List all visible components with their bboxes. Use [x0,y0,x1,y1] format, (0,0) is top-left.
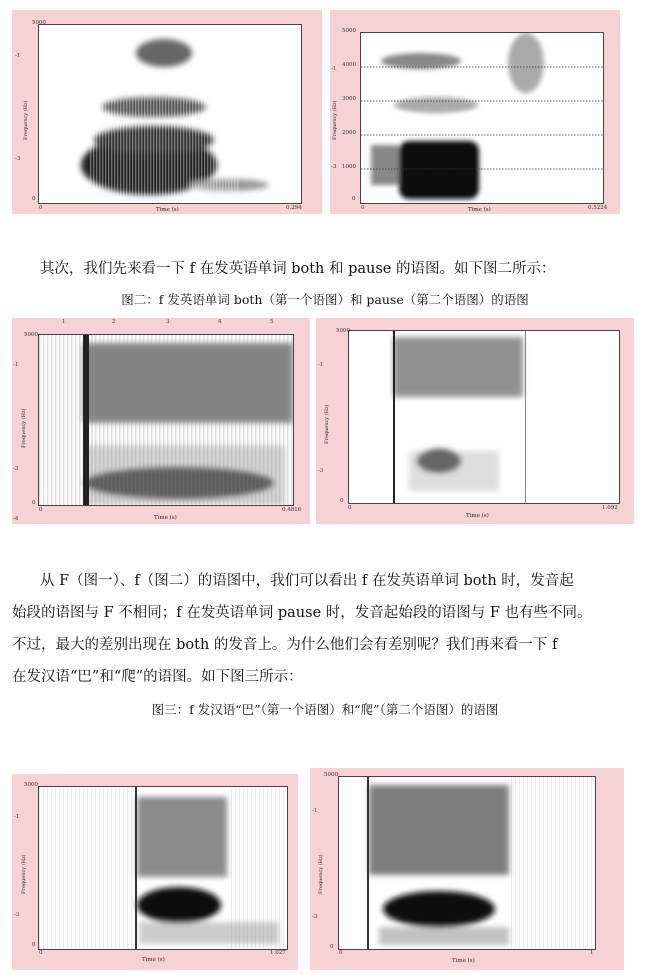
y-max-label: 5000 [336,328,350,334]
y-max-label: 5000 [32,20,46,26]
y-max-label: 5000 [324,772,338,778]
y-tick-2000: 2000 [342,130,356,136]
spectrogram-plot [360,32,604,204]
y-tick-minus4: -4 [13,516,19,522]
y-tick-minus1: -1 [15,53,21,59]
x-max-label: 1 [590,950,594,956]
x-max-label: 0.294 [286,205,302,211]
ruler-3: 3 [166,319,170,325]
y-tick-minus3: -3 [13,466,19,472]
x-axis-label: Time (s) [154,515,177,521]
spectrogram-image [361,33,603,203]
y-tick-minus1: -1 [13,362,19,368]
spectrogram-plot [38,334,294,506]
figure-3-caption: 图三：f 发汉语“巴”（第一个语图）和“爬”（第二个语图）的语图 [151,702,499,717]
paragraph-2-line1: 从 F（图一）、f（图二）的语图中，我们可以看出 f 在发英语单词 both 时，发音起 [40,573,574,589]
spectrogram-image [349,331,619,503]
y-axis-label: Frequency (Hz) [332,100,338,140]
y-tick-0: 0 [352,196,356,202]
x-axis-label: Time (s) [452,958,475,964]
x-axis-label: Time (s) [466,513,489,519]
spectrogram-plot [38,786,288,950]
ruler-5: 5 [270,319,274,325]
paragraph-2-line2: 始段的语图与 F 不相同；f 在发英语单词 pause 时，发音起始段的语图与 F 也有些不同。 [12,605,592,621]
y-tick-minus3: -3 [318,468,324,474]
spectrogram-plot [38,24,302,204]
ruler-1: 1 [62,319,66,325]
x-axis-label: Time (s) [142,957,165,963]
y-min-label: 0 [32,500,36,506]
x-max-label: 0.4816 [282,507,302,513]
paragraph-1: 其次，我们先来看一下 f 在发英语单词 both 和 pause 的语图。如下图二所示： [40,261,556,277]
y-tick-minus1: -1 [312,808,318,814]
y-tick-minus3: -3 [312,914,318,920]
spectrogram-image [39,25,301,203]
x-max-label: 1.092 [602,505,618,511]
x-axis-label: Time (s) [156,207,179,213]
figure-1a [12,10,322,214]
spectrogram-image [39,335,293,505]
y-axis-label: Frequency (Hz) [318,854,324,894]
x-min-label: 0 [39,507,43,513]
x-axis-label: Time (s) [468,207,491,213]
figure-2a [12,318,310,524]
y-axis-label: Frequency (Hz) [21,408,27,448]
y-tick-minus3: -3 [14,912,20,918]
y-tick-1000: 1000 [342,164,356,170]
spectrogram-image [39,787,287,949]
y-tick-minus1: -1 [14,814,20,820]
figure-1b [330,10,620,214]
paragraph-2-line3: 不过，最大的差别出现在 both 的发音上。为什么他们会有差别呢？我们再来看一下 f [12,637,558,653]
y-tick-minus3: -3 [331,164,337,170]
figure-2-caption: 图二：f 发英语单词 both（第一个语图）和 pause（第二个语图）的语图 [121,292,529,307]
y-tick-4000: 4000 [342,62,356,68]
y-tick-5000: 5000 [342,28,356,34]
ruler-2: 2 [112,319,116,325]
y-min-label: 0 [340,498,344,504]
figure-3a [12,774,298,970]
y-axis-label: Frequency (Hz) [23,100,29,140]
figure-3b [310,768,624,970]
y-tick-minus3: -3 [15,156,21,162]
y-tick-minus1: -1 [318,362,324,368]
spectrogram-plot [348,330,620,504]
y-tick-minus1: -1 [331,66,337,72]
x-min-label: 0 [39,205,43,211]
spectrogram-plot [338,776,596,950]
x-max-label: 0.5224 [588,205,608,211]
paragraph-2-line4: 在发汉语“巴”和“爬”的语图。如下图三所示： [12,669,303,685]
ruler-4: 4 [218,319,222,325]
spectrogram-image [339,777,595,949]
y-min-label: 0 [330,944,334,950]
x-min-label: 0 [348,505,352,511]
y-axis-label: Frequency (Hz) [324,404,330,444]
x-max-label: 1.027 [270,950,286,956]
y-max-label: 5000 [24,782,38,788]
x-min-label: 0 [39,950,43,956]
y-max-label: 5000 [24,332,38,338]
figure-2b [316,318,634,524]
y-min-label: 0 [32,942,36,948]
x-min-label: 0 [339,950,343,956]
x-min-label: 0 [361,205,365,211]
y-min-label: 0 [32,196,36,202]
y-tick-3000: 3000 [342,96,356,102]
y-axis-label: Frequency (Hz) [21,854,27,894]
